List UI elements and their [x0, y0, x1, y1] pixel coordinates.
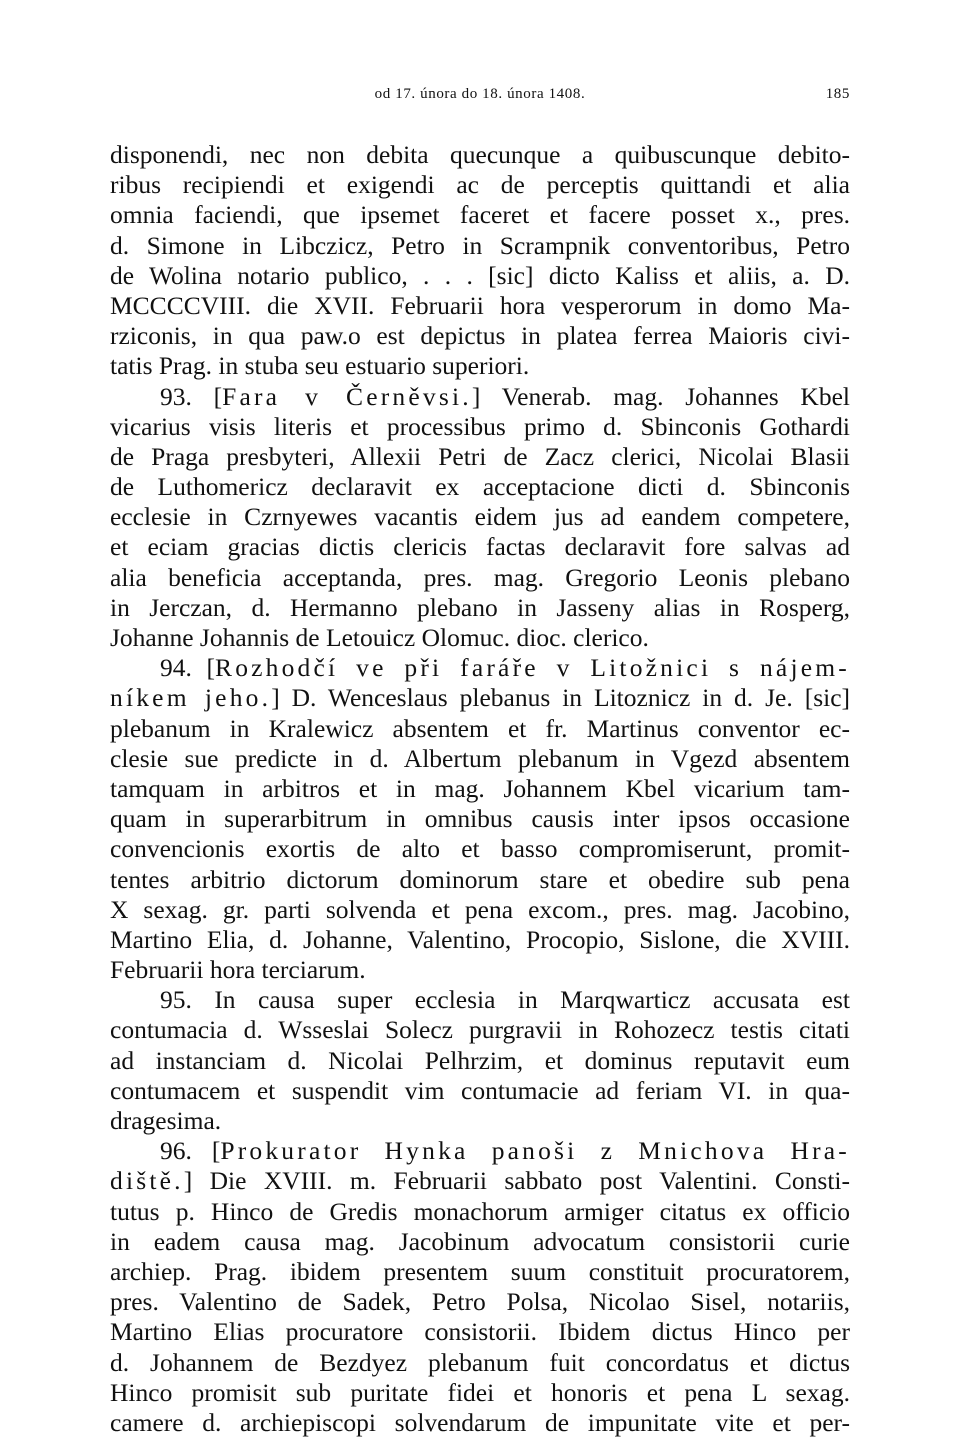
text-segment: alia beneficia acceptanda, pres. mag. Gregorio Leonis plebano: [110, 562, 850, 592]
text-segment: tatis Prag. in stuba seu estuario superiori.: [110, 351, 530, 381]
text-line: [110, 502, 850, 532]
text-line: [110, 1348, 850, 1378]
text-segment: Martino Elia, d. Johanne, Valentino, Procopio, Sislone, die XVIII.: [110, 924, 850, 954]
spaced-heading: Fara v Černěvsi.: [222, 381, 472, 411]
text-segment: in Jerczan, d. Hermanno plebano in Jasseny alias in Rosperg,: [110, 592, 850, 622]
text-line: [110, 744, 850, 774]
spaced-heading: Prokurator Hynka panoši z Mnichova Hra-: [220, 1136, 850, 1166]
text-segment: ] Die XVIII. m. Februarii sabbato post Valentini. Consti-: [183, 1166, 850, 1196]
body-text: [110, 140, 850, 1438]
text-segment: ] D. Wenceslaus plebanus in Litoznicz in d. Je. [sic]: [271, 683, 851, 713]
text-segment: rziconis, in qua paw.o est depictus in platea ferrea Maioris civi-: [110, 321, 850, 351]
text-segment: ribus recipiendi et exigendi ac de perceptis quittandi et alia: [110, 170, 850, 200]
text-segment: archiep. Prag. ibidem presentem suum constituit procuratorem,: [110, 1256, 850, 1286]
text-line: [110, 593, 850, 623]
text-line: [110, 774, 850, 804]
text-line: [110, 1378, 850, 1408]
text-line: [110, 804, 850, 834]
text-segment: ecclesie in Czrnyewes vacantis eidem jus ad eandem competere,: [110, 502, 850, 532]
text-line: [110, 1106, 850, 1136]
text-line: [110, 382, 850, 412]
text-line: [110, 140, 850, 170]
text-line: [110, 653, 850, 683]
text-line: [110, 1076, 850, 1106]
spaced-heading: Rozhodčí ve při faráře v Litožnici s nájem-: [214, 653, 850, 683]
text-line: [110, 351, 850, 381]
text-segment: convencionis exortis de alto et basso compromiserunt, promit-: [110, 834, 850, 864]
text-segment: in eadem causa mag. Jacobinum advocatum consistorii curie: [110, 1226, 850, 1256]
text-line: [110, 442, 850, 472]
page-header: [110, 86, 850, 114]
text-line: [110, 200, 850, 230]
text-line: [110, 321, 850, 351]
text-line: [110, 1257, 850, 1287]
text-segment: X sexag. gr. parti solvenda et pena excom., pres. mag. Jacobino,: [110, 894, 850, 924]
text-segment: de Luthomericz declaravit ex acceptacione dicti d. Sbinconis: [110, 472, 850, 502]
text-line: [110, 1046, 850, 1076]
text-line: [110, 623, 850, 653]
text-line: [110, 472, 850, 502]
text-segment: clesie sue predicte in d. Albertum plebanum in Vgezd absentem: [110, 743, 850, 773]
text-segment: 94. [: [160, 653, 215, 683]
text-segment: disponendi, nec non debita quecunque a quibuscunque debito-: [110, 140, 850, 169]
text-line: [110, 170, 850, 200]
text-segment: dragesima.: [110, 1106, 222, 1135]
text-line: [110, 291, 850, 321]
text-line: [110, 1287, 850, 1317]
text-segment: quam in superarbitrum in omnibus causis inter ipsos occasione: [110, 804, 850, 834]
text-segment: Johanne Johannis de Letouicz Olomuc. dioc. clerico.: [110, 623, 649, 652]
text-segment: camere d. archiepiscopi solvendarum de impunitate vite et per-: [110, 1407, 850, 1437]
text-line: [110, 714, 850, 744]
text-line: [110, 1227, 850, 1257]
text-segment: pres. Valentino de Sadek, Petro Polsa, Nicolao Sisel, notariis,: [110, 1287, 850, 1317]
text-segment: 95. In causa super ecclesia in Marqwarticz accusata est: [160, 985, 850, 1015]
text-line: [110, 532, 850, 562]
text-line: [110, 261, 850, 291]
page-number: 185: [825, 86, 850, 102]
running-title: od 17. února do 18. února 1408.: [374, 86, 586, 102]
text-line: [110, 955, 850, 985]
spaced-heading: níkem jeho.: [110, 683, 272, 713]
spaced-heading: diště.: [110, 1166, 184, 1196]
text-line: [110, 865, 850, 895]
text-segment: 96. [: [160, 1136, 221, 1166]
text-segment: vicarius visis literis et processibus primo d. Sbinconis Gothardi: [110, 411, 850, 441]
text-segment: contumacem et suspendit vim contumacie ad feriam VI. in qua-: [110, 1075, 850, 1105]
text-segment: MCCCCVIII. die XVII. Februarii hora vesperorum in domo Ma-: [110, 290, 850, 320]
text-segment: d. Simone in Libczicz, Petro in Scrampnik conventoribus, Petro: [110, 230, 850, 260]
text-segment: 93. [: [160, 381, 223, 411]
text-line: [110, 895, 850, 925]
text-segment: d. Johannem de Bezdyez plebanum fuit concordatus et dictus: [110, 1347, 850, 1377]
text-line: [110, 231, 850, 261]
text-line: [110, 1197, 850, 1227]
text-line: [110, 925, 850, 955]
text-segment: de Wolina notario publico, . . . [sic] dicto Kaliss et aliis, a. D.: [110, 260, 850, 290]
text-segment: ] Venerab. mag. Johannes Kbel: [471, 381, 850, 411]
text-line: [110, 1408, 850, 1438]
text-line: [110, 1136, 850, 1166]
text-segment: contumacia d. Wsseslai Solecz purgravii in Rohozecz testis citati: [110, 1015, 850, 1045]
text-segment: ad instanciam d. Nicolai Pelhrzim, et dominus reputavit eum: [110, 1045, 850, 1075]
text-segment: Martino Elias procuratore consistorii. Ibidem dictus Hinco per: [110, 1317, 850, 1347]
text-segment: et eciam gracias dictis clericis factas declaravit fore salvas ad: [110, 532, 850, 562]
text-line: [110, 412, 850, 442]
text-line: [110, 1166, 850, 1196]
text-line: [110, 985, 850, 1015]
text-line: [110, 1317, 850, 1347]
text-segment: plebanum in Kralewicz absentem et fr. Martinus conventor ec-: [110, 713, 850, 743]
text-segment: Hinco promisit sub puritate fidei et honoris et pena L sexag.: [110, 1377, 850, 1407]
text-line: [110, 834, 850, 864]
text-line: [110, 563, 850, 593]
text-segment: de Praga presbyteri, Allexii Petri de Zacz clerici, Nicolai Blasii: [110, 441, 850, 471]
text-segment: omnia faciendi, que ipsemet faceret et facere posset x., pres.: [110, 200, 850, 230]
text-segment: tamquam in arbitros et in mag. Johannem Kbel vicarium tam-: [110, 773, 850, 803]
text-segment: tentes arbitrio dictorum dominorum stare et obedire sub pena: [110, 864, 850, 894]
text-line: [110, 683, 850, 713]
text-segment: Februarii hora terciarum.: [110, 955, 366, 985]
text-line: [110, 1015, 850, 1045]
text-segment: tutus p. Hinco de Gredis monachorum armiger citatus ex officio: [110, 1196, 850, 1226]
